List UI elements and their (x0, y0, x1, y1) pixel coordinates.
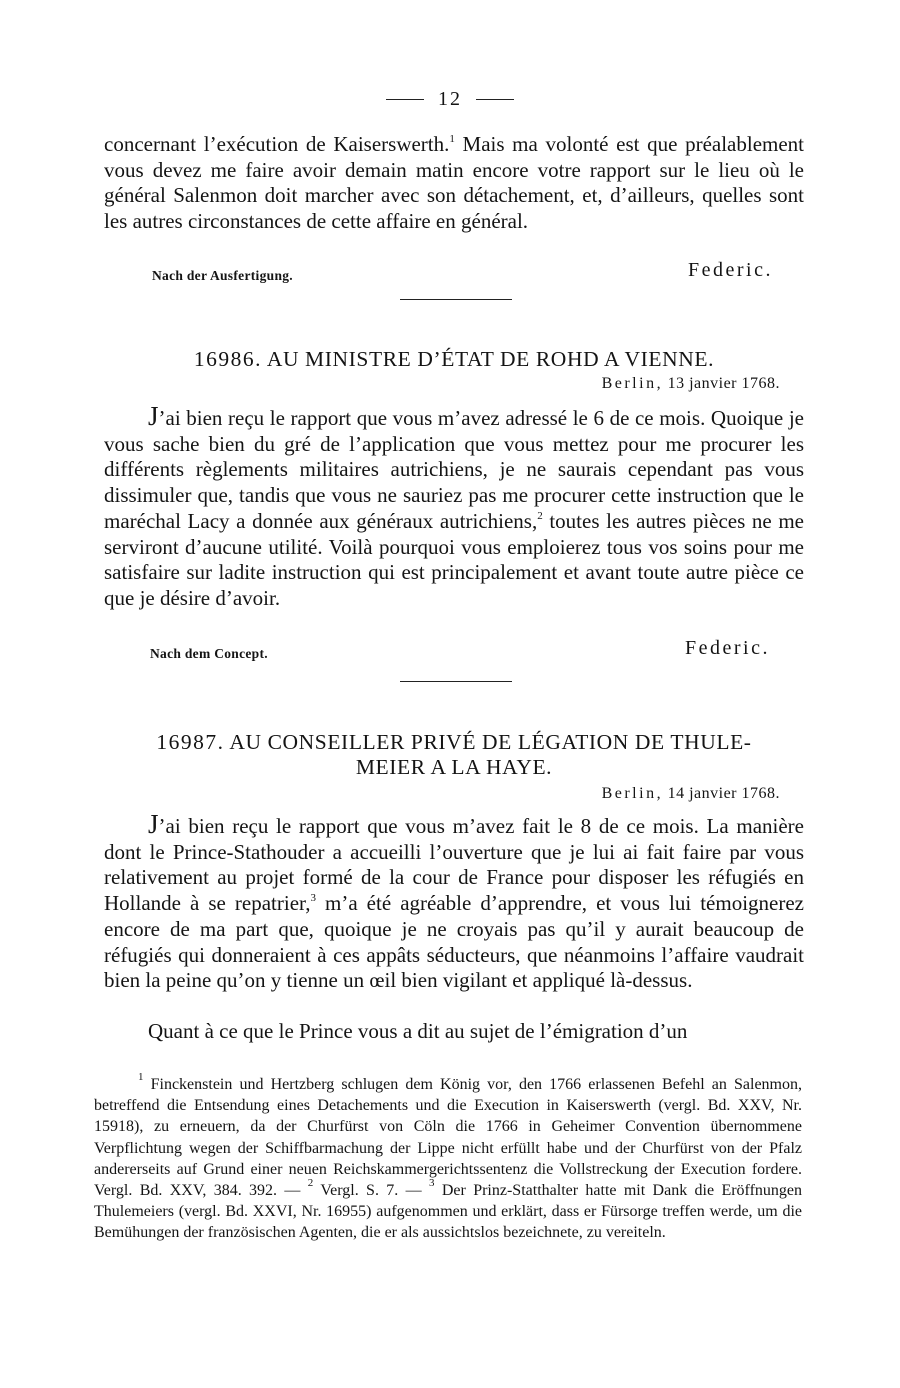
letter-place: Berlin, (601, 785, 664, 802)
footnote-mark-2: 2 (307, 1177, 314, 1190)
section-divider (400, 299, 512, 300)
signature: Federic. (685, 637, 770, 659)
page-number: 12 (438, 88, 462, 110)
letter-heading (104, 347, 804, 372)
footnote-mark-1: 1 (138, 1071, 144, 1083)
letter-body-paragraph-2: Quant à ce que le Prince vous a dit au sujet de l’émigration d’un (148, 1019, 688, 1043)
source-note: Nach der Ausfertigung. (152, 268, 293, 283)
letter-dateline (602, 375, 780, 393)
footnote-ref-2: 2 (537, 509, 543, 522)
letter-number: 16987. (156, 730, 225, 754)
header-dash-right (476, 99, 514, 100)
letter-date: 13 janvier 1768. (667, 375, 780, 392)
letter-dateline (602, 785, 780, 803)
drop-initial: J (148, 809, 159, 839)
letter-body: J’ai bien reçu le rapport que vous m’avez adressé le 6 de ce mois. Quoique je vous sache bien du gré de l’application que vous mettez pour me procurer les différents règlements militaires autrichiens, je ne saurais cependant pas vous dissimuler que, tandis que vous ne sauriez pas me procurer cette instruction que le maréchal Lacy a donnée aux généraux autrichiens,$^2$ toutes les autres pièces ne me serviront d’aucune utilité. Voilà pourquoi vous emploierez tous vos soins pour me satisfaire sur ladite instruction qui est principalement et avant toute autre pièce ce que je désire d’avoir. (104, 401, 804, 610)
drop-initial: J (148, 401, 159, 431)
letter-title-line-2: MEIER A LA HAYE. (355, 755, 553, 779)
letter-place: Berlin, (601, 375, 664, 392)
footnotes: $^1$ Finckenstein und Hertzberg schlugen dem König vor, den 1766 erlassenen Befehl an Salenmon, betreffend die Entsendung eines Detachements und die Execution in Kaiserswerth (vergl. Bd. XXV, Nr. 15918), zu erneuern, da der Churfürst von Cöln die 1766 in Geheimer Convention übernommene Verpflichtung wegen der Schiffbarmachung der Lippe nicht erfüllt habe und der Churfürst von der Pfalz andererseits auf Grund einer neuen Reichskammergerichtssentenz die Vollstreckung der Execution fordere. Vergl. Bd. XXV, 384. 392. — $^2$ Vergl. S. 7. — $^3$ Der Prinz-Statthalter hatte mit Dank die Eröffnungen Thulemeiers (vergl. Bd. XXVI, Nr. 16955) aufgenommen und erklärt, dass er Fürsorge treffen werde, um die Bemühungen der französischen Agenten, die er als aussichtslos bezeichnete, zu vereiteln. (94, 1071, 803, 1242)
letter-title: AU MINISTRE D’ÉTAT DE ROHD A VIENNE. (266, 347, 715, 371)
section-divider (400, 681, 512, 682)
signature: Federic. (688, 259, 773, 281)
page-header (0, 88, 900, 111)
source-note: Nach dem Concept. (150, 646, 268, 661)
letter-date: 14 janvier 1768. (667, 785, 780, 802)
footnote-mark-3: 3 (429, 1177, 435, 1190)
header-dash-left (386, 99, 424, 100)
footnote-ref-1: 1 (449, 133, 455, 145)
footnote-ref-3: 3 (310, 892, 316, 905)
letter-body: J’ai bien reçu le rapport que vous m’avez fait le 8 de ce mois. La manière dont le Prince-Stathouder a accueilli l’ouverture que je lui ai fait faire par vous relativement au projet formé de la cour de France pour disposer les réfugiés en Hollande à se repatrier,$^3$ m’a été agréable d’apprendre, et vous lui témoignerez encore de ma part que, quoique je ne croyais pas qu’il y aurait beaucoup de réfugiés qui donneraient à ces appâts séducteurs, que néanmoins l’affaire vaudrait bien la peine qu’on y tienne un œil bien vigilant et appliqué là-dessus. (104, 809, 804, 993)
continued-letter-text: concernant l’exécution de Kaiserswerth.$^1$ Mais ma volonté est que préalablement vous devez me faire avoir demain matin encore votre rapport sur le lieu où le général Salenmon doit marcher avec son détachement, et, d’ailleurs, quelles sont les autres circonstances de cette affaire en général. (104, 132, 805, 234)
letter-heading (104, 730, 804, 780)
letter-title-line-1: AU CONSEILLER PRIVÉ DE LÉGATION DE THULE- (229, 730, 752, 754)
letter-number: 16986. (193, 347, 263, 371)
